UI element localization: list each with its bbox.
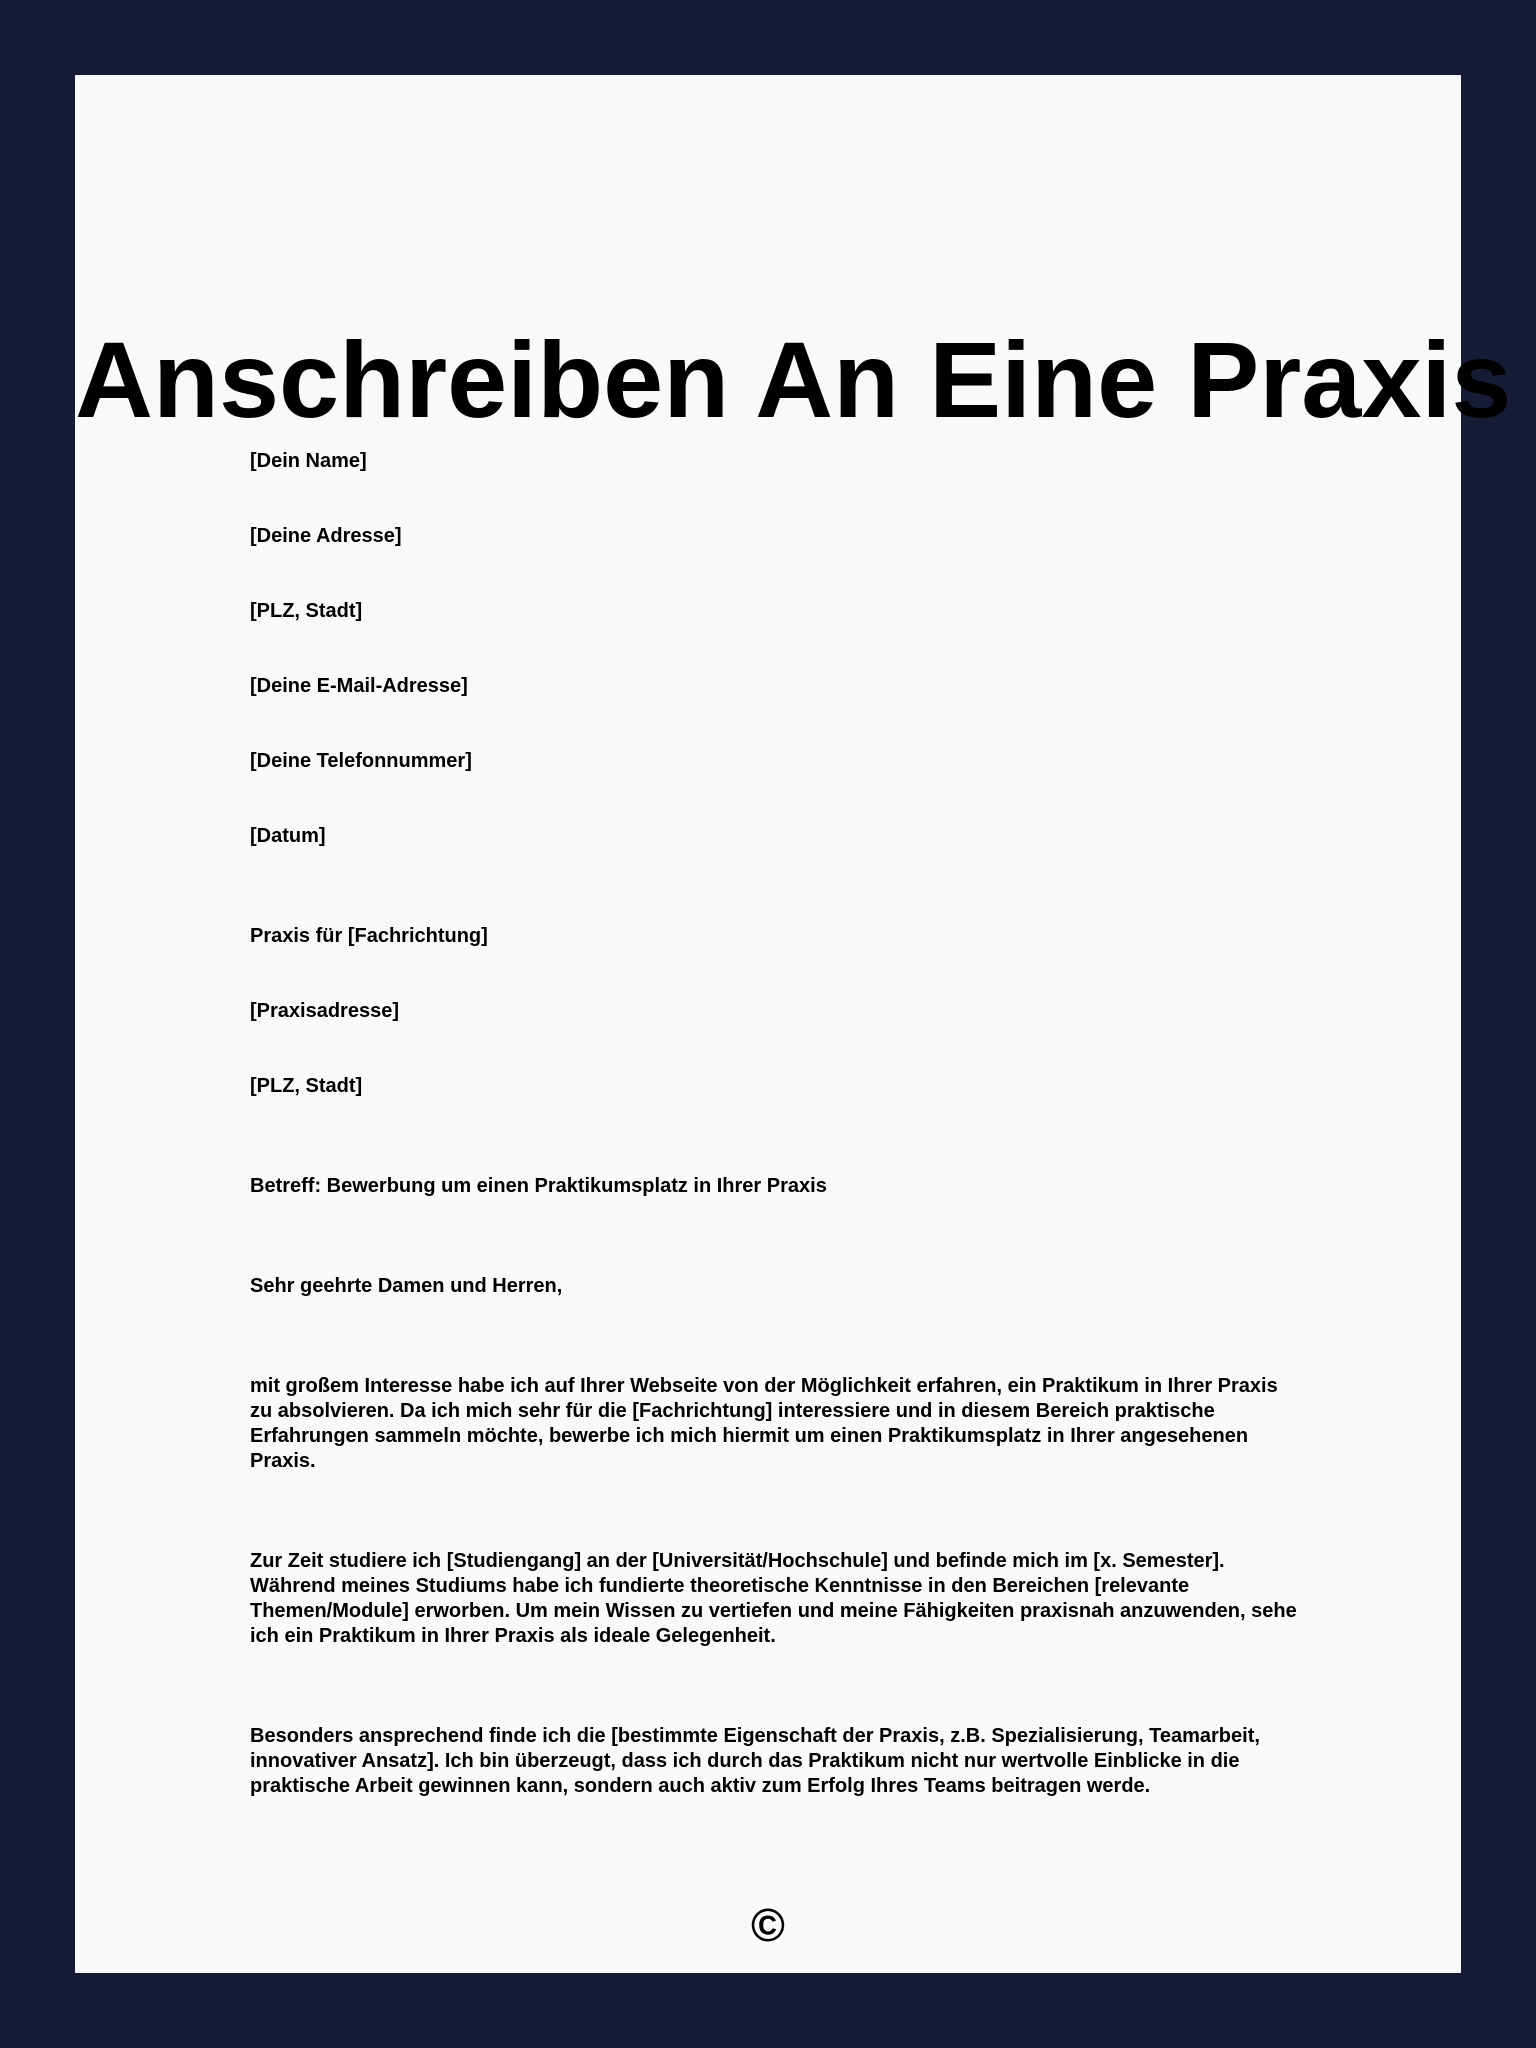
recipient-address: [Praxisadresse] — [250, 1000, 399, 1022]
sender-city: [PLZ, Stadt] — [250, 600, 363, 622]
sender-name: [Dein Name] — [250, 450, 367, 472]
recipient-name: Praxis für [Fachrichtung] — [250, 925, 488, 947]
sender-phone: [Deine Telefonnummer] — [250, 750, 472, 772]
body-paragraph-2: Zur Zeit studiere ich [Studiengang] an der [Universität/Hochschule] und befinde mich im [x. Semester]. Während meines Studiums habe ich fundierte theoretische Kenntnisse in den Bereichen [relevante Themen/Module] erworben. Um mein Wissen zu vertiefen und meine Fähigkeiten praxisnah anzuwenden, sehe ich ein Praktikum in Ihrer Praxis als ideale Gelegenheit. — [250, 1550, 1297, 1647]
sender-email: [Deine E-Mail-Adresse] — [250, 675, 468, 697]
copyright-icon: © — [751, 1899, 785, 1951]
sender-address: [Deine Adresse] — [250, 525, 402, 547]
letter-salutation: Sehr geehrte Damen und Herren, — [250, 1275, 563, 1297]
letter-subject: Betreff: Bewerbung um einen Praktikumsplatz in Ihrer Praxis — [250, 1175, 827, 1197]
body-paragraph-3: Besonders ansprechend finde ich die [bestimmte Eigenschaft der Praxis, z.B. Spezialisierung, Teamarbeit, innovativer Ansatz]. Ich bin überzeugt, dass ich durch das Praktikum nicht nur wertvolle Einblicke in die praktische Arbeit gewinnen kann, sondern auch aktiv zum Erfolg Ihres Teams beitragen werde. — [250, 1725, 1260, 1797]
letter-date: [Datum] — [250, 825, 326, 847]
document-page — [75, 75, 1512, 1973]
body-paragraph-1: mit großem Interesse habe ich auf Ihrer Webseite von der Möglichkeit erfahren, ein Praktikum in Ihrer Praxis zu absolvieren. Da ich mich sehr für die [Fachrichtung] interessiere und in diesem Bereich praktische Erfahrungen sammeln möchte, bewerbe ich mich hiermit um einen Praktikumsplatz in Ihrer angesehenen Praxis. — [250, 1375, 1278, 1472]
document-title: Anschreiben An Eine Praxis — [75, 319, 1512, 440]
recipient-city: [PLZ, Stadt] — [250, 1075, 363, 1097]
